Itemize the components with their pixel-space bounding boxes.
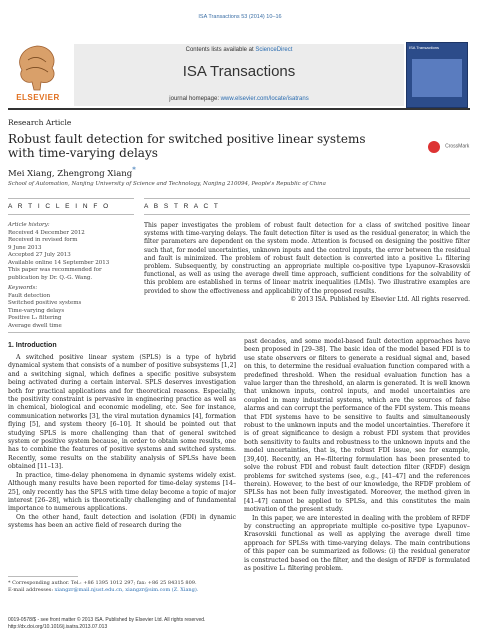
history-line: This paper was recommended for bbox=[8, 267, 102, 273]
keyword: Time-varying delays bbox=[8, 307, 65, 314]
keywords-label: Keywords: bbox=[8, 285, 38, 291]
section-heading-introduction: 1. Introduction bbox=[8, 342, 57, 349]
email-prefix: E-mail addresses: bbox=[8, 586, 55, 593]
footnote bbox=[8, 580, 234, 593]
email-links[interactable]: xiangzr@mail.njust.edu.cn, xiangzr@sim.com (Z. Xiang). bbox=[54, 586, 199, 593]
paragraph: On the other hand, fault detection and isolation (FDI) in dynamic systems has been an active field of research during the bbox=[8, 513, 236, 530]
paragraph: past decades, and some model-based fault detection approaches have been proposed in [29–38]. The basic idea of the model based FDI is to use state observers or filters to generate a residual signal and, based on this, to determine the residual evaluation function compared with a predefined threshold. When the residual evaluation function has a value larger than the threshold, an alarm is generated. It is well known that unknown inputs, control inputs, and model uncertainties are coupled in many industrial systems, which are the sources of false alarms and can corrupt the performance of the FDI system. This means that FDI systems have to be sensitive to faults and simultaneously robust to the unknown inputs and the model uncertainties. Therefore it is of great significance to design a robust FDI system that provides both sensitivity to faults and robustness to the unknown inputs and the model uncertainties, that is, the robust FDI issue, see for example, [39,40]. Recently, an H∞-filtering formulation has been presented to solve the robust FDI and robust fault detection filter (RFDF) design problems for switched systems (see, e.g., [41–47] and the references therein). However, to the best of our knowledge, the RFDF problem of SPLSs has not been fully investigated. Moreover, the method given in [41–47] cannot be applied to SPLSs, and this constitutes the main motivation of the present study. bbox=[244, 338, 470, 514]
keyword: Switched positive systems bbox=[8, 300, 82, 306]
paper-title-line-2: with time-varying delays bbox=[8, 146, 158, 160]
homepage-line bbox=[74, 96, 404, 102]
corresponding-author-mark[interactable]: * bbox=[132, 165, 136, 174]
left-column bbox=[8, 354, 236, 531]
authors bbox=[8, 165, 136, 179]
keyword: Average dwell time bbox=[8, 322, 62, 329]
doi-link[interactable]: http://dx.doi.org/10.1016/j.isatra.2013.07.013 bbox=[8, 623, 108, 630]
abstract-top-rule bbox=[144, 198, 470, 199]
paper-title bbox=[8, 132, 368, 160]
footnote-line-2 bbox=[8, 587, 234, 594]
article-type: Research Article bbox=[8, 118, 72, 127]
cover-title: ISA Transactions bbox=[409, 45, 440, 50]
abstract-heading-rule bbox=[144, 214, 470, 215]
keywords-block bbox=[8, 285, 134, 330]
journal-cover-thumbnail bbox=[406, 42, 468, 108]
journal-title: ISA Transactions bbox=[182, 63, 296, 80]
history-label: Article history: bbox=[8, 222, 50, 228]
keyword: Fault detection bbox=[8, 292, 51, 299]
info-heading-rule bbox=[8, 214, 134, 215]
footnote-line-1: * Corresponding author. Tel.: +86 1395 1012 297; fax: +86 25 84315 809. bbox=[8, 580, 197, 586]
bottom-meta bbox=[8, 617, 205, 630]
homepage-link[interactable]: www.elsevier.com/locate/isatrans bbox=[220, 96, 309, 102]
abstract-heading: A B S T R A C T bbox=[144, 203, 220, 210]
paragraph: In practice, time-delay phenomena in dynamic systems widely exist. Although many results have been reported for time-delay systems [14–25], only recently has the SPLS with time delay become a topic of major interest [26–28], which is theoretically challenging and of fundamental importance to numerous applications. bbox=[8, 471, 236, 513]
sciencedirect-link[interactable]: ScienceDirect bbox=[255, 47, 293, 53]
abstract-body bbox=[144, 222, 470, 304]
journal-citation[interactable]: ISA Transactions 53 (2014) 10–16 bbox=[198, 14, 282, 20]
elsevier-tree-logo bbox=[8, 40, 66, 96]
history-line: Accepted 27 July 2013 bbox=[8, 252, 71, 258]
body-top-rule bbox=[8, 332, 470, 333]
author-names: Mei Xiang, Zhengrong Xiang bbox=[8, 168, 133, 179]
abstract-text: This paper investigates the problem of robust fault detection for a class of switched positive linear systems with time-varying delays. The fault detection filter is used as the residual generator, in which the filter parameters are dependent on the system mode. Attention is focused on designing the positive filter such that, for model uncertainties, unknown inputs and the control inputs, the error between the residual and fault is minimized. The problem of robust fault detection is converted into a positive L₁ filtering problem. Subsequently, by constructing an appropriate multiple co-positive type Lyapunov–Krasovskii functional, as well as using the average dwell time approach, sufficient conditions for the solvability of this problem are established in terms of linear matrix inequalities (LMIs). Two illustrative examples are provided to show the effectiveness and applicability of the proposed results. bbox=[144, 222, 470, 295]
publisher-name: ELSEVIER bbox=[16, 93, 60, 102]
history-line: Available online 14 September 2013 bbox=[8, 259, 110, 266]
history-line: publication by Dr. Q.-G. Wang. bbox=[8, 274, 93, 281]
history-line: Received 4 December 2012 bbox=[8, 229, 85, 236]
info-top-rule bbox=[8, 198, 134, 199]
affiliation: School of Automation, Nanjing University of Science and Technology, Nanjing 210094, People's Republic of China bbox=[8, 181, 326, 187]
header-rule bbox=[8, 108, 470, 110]
paragraph: In this paper, we are interested in dealing with the problem of RFDF by constructing an appropriate multiple co-positive type Lyapunov–Krasovskii functional as well as applying the average dwell time approach for SPLSs with time-varying delays. The main contributions of this paper can be summarized as follows: (i) the residual generator is constructed based on the filter, and the design of RFDF is formulated as positive L₁ filtering problem. bbox=[244, 514, 470, 572]
article-info-heading: A R T I C L E I N F O bbox=[8, 203, 111, 210]
paragraph: A switched positive linear system (SPLS) is a type of hybrid dynamical system that consists of a number of positive subsystems [1,2] and a switching signal, which defines a specific positive subsystem being activated during a certain interval. SPLS deserves investigation both for practical applications and for theoretical reasons. Especially, the positivity constraint is pervasive in engineering practice as well as in chemical, biological and economic modeling, etc. See for instance, communication networks [3], the viral mutation dynamics [4], formation flying [5], and system theory [6–10]. It should be pointed out that studying SPLS is more challenging than that of general switched system or positive system because, in order to obtain some results, one has to combine the features of positive systems and switched systems. Recently, some results on the stability analysis of SPLSs have been obtained [11–13]. bbox=[8, 354, 236, 471]
history-line: 9 June 2013 bbox=[8, 244, 42, 251]
right-column bbox=[244, 338, 470, 573]
footnote-rule bbox=[8, 576, 78, 577]
homepage-prefix: journal homepage: bbox=[169, 96, 221, 102]
keyword: Positive L₁ filtering bbox=[8, 315, 62, 321]
history-line: Received in revised form bbox=[8, 237, 78, 243]
contents-prefix: Contents lists available at bbox=[185, 47, 256, 53]
cover-image bbox=[412, 59, 462, 97]
crossmark-label: CrossMark bbox=[445, 143, 470, 150]
abstract-copyright: © 2013 ISA. Published by Elsevier Ltd. All rights reserved. bbox=[290, 295, 470, 303]
crossmark-icon bbox=[428, 141, 440, 153]
contents-line bbox=[74, 47, 404, 53]
crossmark-badge[interactable] bbox=[428, 136, 472, 155]
paper-title-line-1: Robust fault detection for switched positive linear systems bbox=[8, 132, 366, 146]
article-history bbox=[8, 222, 134, 282]
front-matter-line: 0019-0578/$ - see front matter © 2013 ISA. Published by Elsevier Ltd. All rights reserved. bbox=[8, 617, 206, 623]
